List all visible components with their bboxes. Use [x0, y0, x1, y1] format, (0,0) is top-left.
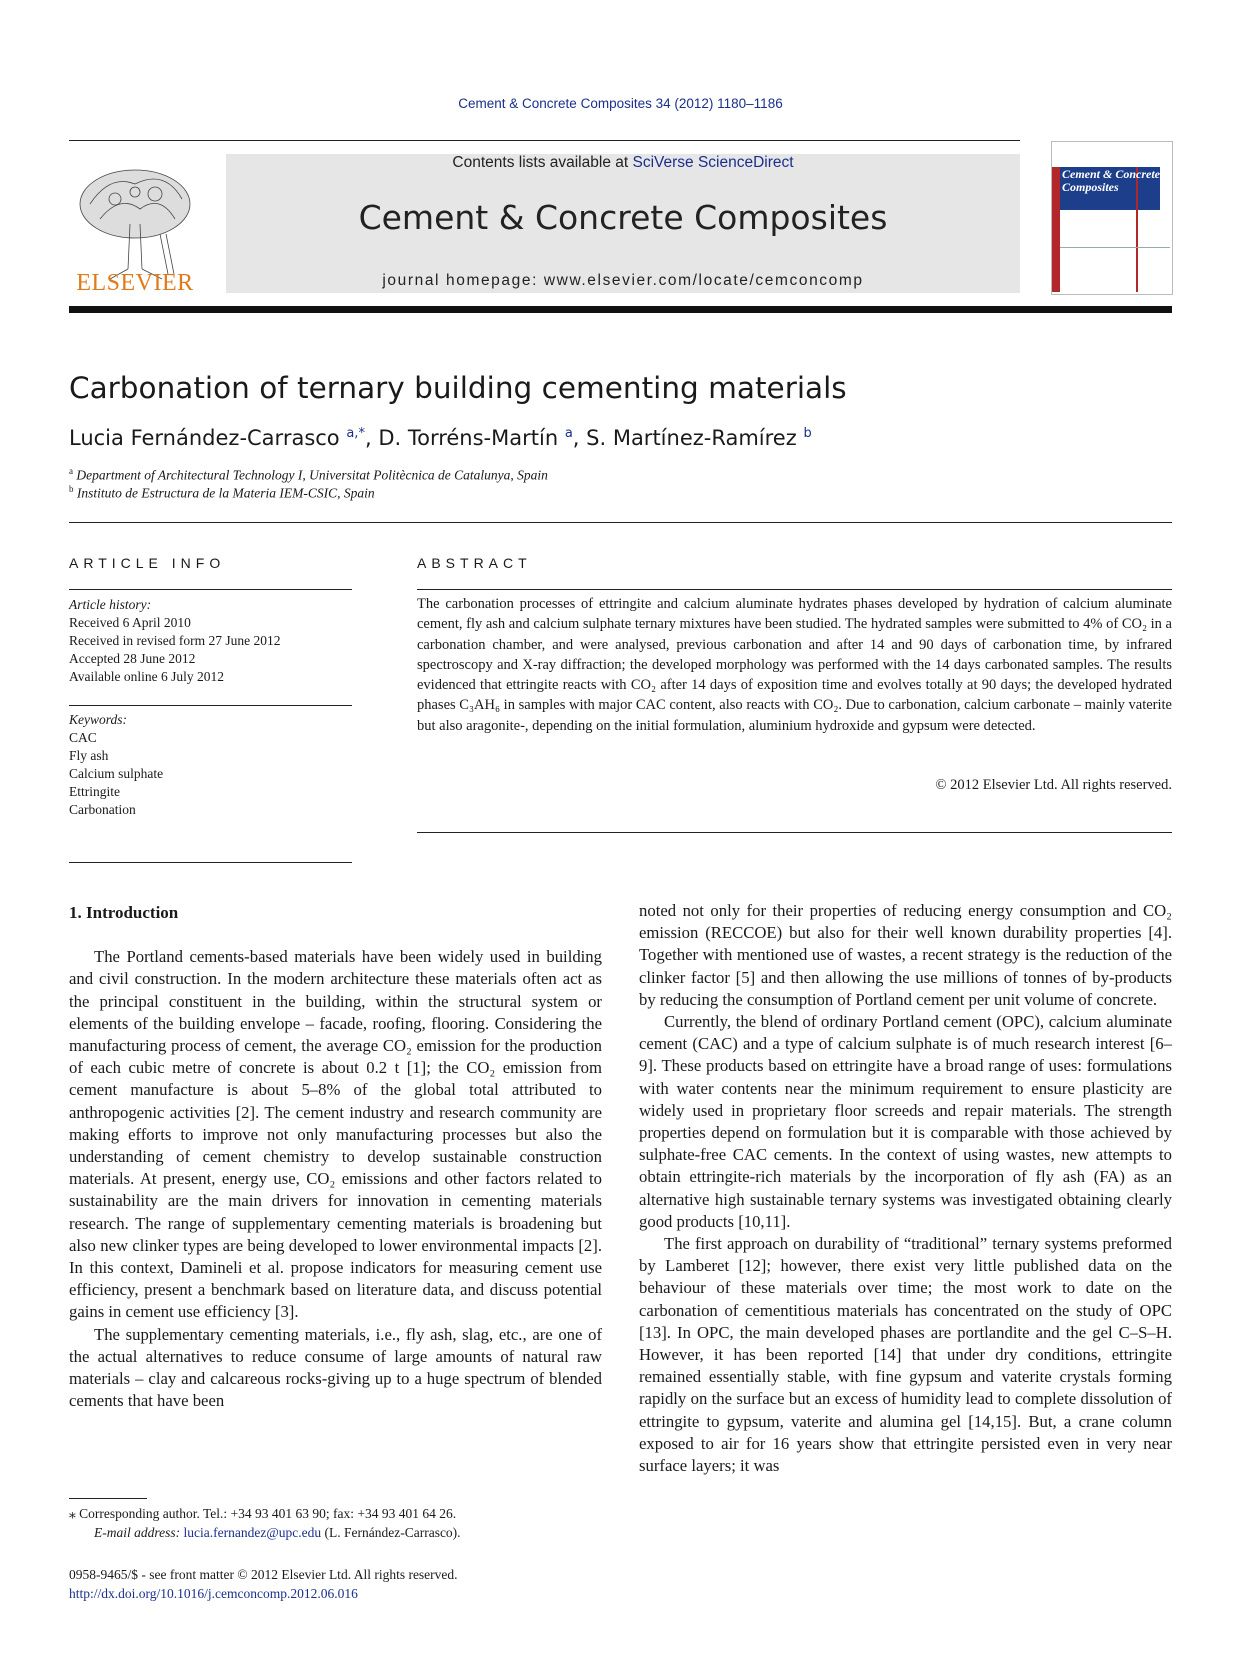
author-affiliation-marker[interactable]: a,* [346, 426, 365, 441]
body-column-right [639, 900, 1172, 1477]
doi-link[interactable]: http://dx.doi.org/10.1016/j.cemconcomp.2012.06.016 [69, 1586, 358, 1601]
keyword: Carbonation [69, 802, 136, 817]
abstract-bottom-rule [417, 832, 1172, 833]
journal-title: Cement & Concrete Composites [358, 198, 888, 237]
keyword: Calcium sulphate [69, 766, 164, 781]
article-title: Carbonation of ternary building cementing materials [69, 371, 847, 405]
email-label: E-mail address: [94, 1525, 184, 1540]
abstract-text: The carbonation processes of ettringite and calcium aluminate hydrates phases developed by hydration of calcium aluminate cement, fly ash and calcium sulphate ternary mixtures have been studied. The hydrated samples were submitted to 4% of CO₂ in a carbonation chamber, and were analysed, previous carbonation and after 14 and 90 days of carbonation time, by infrared spectroscopy and X-ray diffraction; the developed morphology was performed with the 14 days carbonated samples. The results evidenced that ettringite reacts with CO₂ after 14 days of exposition time and evolves totally at 90 days; the developed hydrated phases C₃AH₆ in samples with major CAC content, also reacts with CO₂. Due to carbonation, calcium carbonate – mainly vaterite but also aragonite-, depending on the initial formulation, aluminium hydroxide and gypsum were detected. [417, 596, 1172, 734]
email-link[interactable]: lucia.fernandez@upc.edu [183, 1525, 322, 1540]
affiliation-text: Department of Architectural Technology I, Universitat Politècnica de Catalunya, Spain [76, 467, 548, 483]
cover-rule [1060, 247, 1170, 248]
keyword: CAC [69, 730, 97, 745]
keyword: Fly ash [69, 748, 109, 763]
article-info-bottom-rule [69, 862, 352, 863]
history-item: Received 6 April 2010 [69, 615, 191, 630]
author-affiliation-marker[interactable]: a [564, 426, 573, 441]
cover-red-bar [1052, 167, 1060, 292]
keywords-rule [69, 705, 352, 706]
contents-prefix: Contents lists available at [452, 154, 633, 171]
journal-homepage[interactable]: journal homepage: www.elsevier.com/locate/cemconcomp [382, 272, 864, 289]
history-item: Received in revised form 27 June 2012 [69, 633, 281, 648]
abstract-rule [417, 589, 1172, 590]
body-paragraph: The first approach on durability of “traditional” ternary systems preformed by Lamberet [12]; however, there exist very little published data on the behaviour of these materials over time; the most work to date on the carbonation of cementitious materials has concentrated on the study of OPC [13]. In OPC, the main developed phases are portlandite and the gel C–S–H. However, it has been reported [14] that under dry conditions, ettringite remained essentially stable, with fine gypsum and vaterite crystals forming rapidly on the surface but an excess of humidity lead to complete dissolution of ettringite to gypsum, vaterite and alumina gel [14,15]. But, a crane column exposed to air for 16 years show that ettringite persisted even in very near surface layers; it was [639, 1234, 1172, 1476]
section-heading: 1. Introduction [69, 903, 179, 922]
article-history [69, 596, 352, 686]
affiliation-marker: b [69, 484, 74, 494]
journal-cover-thumbnail [1051, 141, 1173, 295]
article-info-rule [69, 589, 352, 590]
keyword: Ettringite [69, 784, 120, 799]
body-paragraph: The Portland cements-based materials have been widely used in building and civil construction. In the modern architecture these materials often act as the principal constituent in the building, within the structural system or elements of the building envelope – facade, roofing, flooring. Considering the manufacturing process of cement, the average CO₂ emission for the production of each cubic metre of concrete is about 0.2 t [1]; the CO₂ emission from cement manufacture is about 5–8% of the global total attributed to anthropogenic activities [2]. The cement industry and research community are making efforts to improve not only manufacturing processes but also the understanding of cement chemistry to develop sustainable construction materials. At present, energy use, CO₂ emissions and other factors related to sustainability are the main drivers for innovation in cementing materials research. The range of supplementary cementing materials is broadening but also new clinker types are being developed to lower environmental impacts [2]. In this context, Damineli et al. propose indicators for measuring cement use efficiency, present a benchmark based on literature data, and discuss potential gains in cement use efficiency [3]. [69, 947, 602, 1322]
header-thick-rule [69, 306, 1172, 313]
author-name: S. Martínez-Ramírez [586, 426, 797, 450]
affiliation-marker: a [69, 466, 73, 476]
body-paragraph: noted not only for their properties of reducing energy consumption and CO₂ emission (RECCOE) but also for their well known durability properties [4]. Together with mentioned use of wastes, a recent strategy is the reduction of the clinker factor [5] and then allowing the use millions of tonnes of by-products by reducing the consumption of Portland cement per unit volume of concrete. [639, 901, 1172, 1009]
author-name: Lucia Fernández-Carrasco [69, 426, 340, 450]
cover-title: Cement & Concrete Composites [1062, 167, 1160, 194]
history-item: Accepted 28 June 2012 [69, 651, 196, 666]
author-separator: , [364, 426, 379, 450]
journal-citation[interactable]: Cement & Concrete Composites 34 (2012) 1180–1186 [458, 96, 783, 111]
body-paragraph: The supplementary cementing materials, i.e., fly ash, slag, etc., are one of the actual alternatives to reduce consume of large amounts of natural raw materials – clay and calcareous rocks-giving up to a huge spectrum of blended cements that have been [69, 1324, 602, 1411]
author-list [69, 426, 812, 450]
abstract-copyright: © 2012 Elsevier Ltd. All rights reserved. [935, 777, 1172, 793]
issn-block [69, 1565, 458, 1603]
corresponding-author-footnote [69, 1504, 609, 1542]
keywords-list [69, 711, 352, 819]
footnote-rule [69, 1498, 147, 1499]
email-suffix: (L. Fernández-Carrasco). [321, 1525, 461, 1540]
email-line [69, 1523, 609, 1542]
body-column-left [69, 902, 602, 1412]
corresponding-author-note: ⁎ Corresponding author. Tel.: +34 93 401 63 90; fax: +34 93 401 64 26. [69, 1506, 457, 1521]
affiliation [69, 484, 375, 502]
keywords-label: Keywords: [69, 712, 127, 727]
body-paragraph: Currently, the blend of ordinary Portland cement (OPC), calcium aluminate cement (CAC) and a type of calcium sulphate is of much research interest [6–9]. These products based on ettringite have a broad range of uses: formulations with water contents near the minimum requirement to ensure plasticity are widely used in proprietary floor screeds and repair materials. The strength properties depend on formulation but it is comparable with those achieved by sulphate-free CAC cements. In the context of using wastes, new attempts to obtain ettringite-rich materials by the incorporation of fly ash (FA) as an alternative high sustainable ternary systems was investigated obtaining clearly good products [10,11]. [639, 1012, 1172, 1231]
affiliation-rule [69, 522, 1172, 523]
abstract-heading: ABSTRACT [417, 555, 532, 571]
affiliation-text: Instituto de Estructura de la Materia IEM-CSIC, Spain [76, 485, 375, 501]
author-separator: , [572, 426, 587, 450]
article-info-heading: ARTICLE INFO [69, 555, 226, 571]
sciencedirect-link[interactable]: SciVerse ScienceDirect [632, 154, 794, 171]
affiliation [69, 466, 548, 484]
history-label: Article history: [69, 597, 152, 612]
author-affiliation-marker[interactable]: b [803, 426, 812, 441]
header-rule [69, 140, 1020, 141]
contents-line [226, 154, 1020, 172]
author-name: D. Torréns-Martín [378, 426, 559, 450]
elsevier-wordmark: ELSEVIER [76, 270, 194, 296]
issn-line: 0958-9465/$ - see front matter © 2012 Elsevier Ltd. All rights reserved. [69, 1567, 458, 1582]
history-item: Available online 6 July 2012 [69, 669, 224, 684]
